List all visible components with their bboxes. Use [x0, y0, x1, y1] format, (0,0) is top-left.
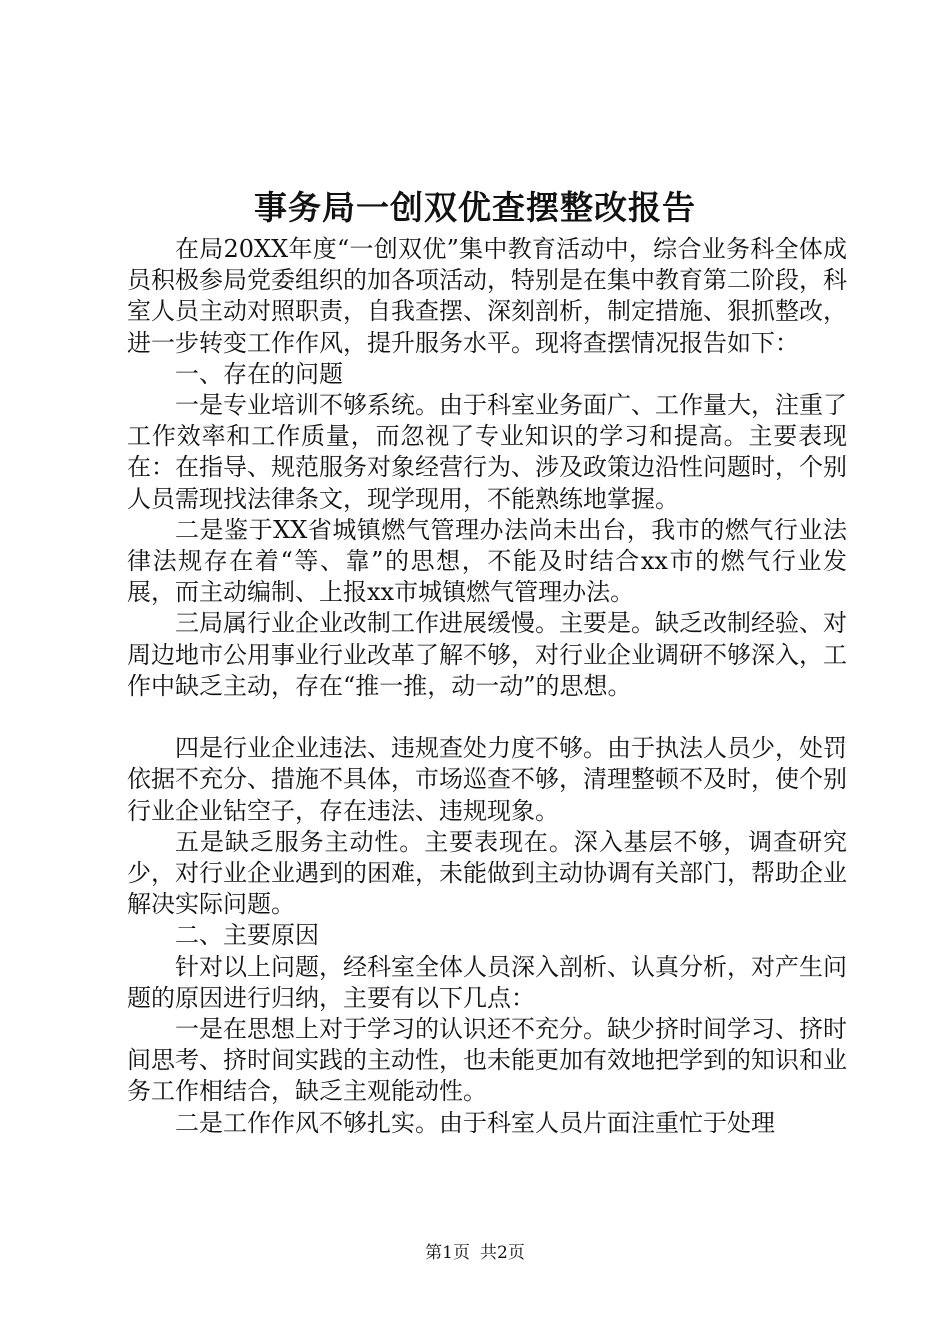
document-title: 事务局一创双优查摆整改报告 [254, 188, 696, 227]
page-number: 第1页 [425, 1243, 470, 1263]
problem-paragraph-1: 一是专业培训不够系统。由于科室业务面广、工作量大，注重了工作效率和工作质量，而忽视了专业知识的学习和提高。主要表现在：在指导、规范服务对象经营行为、涉及政策边沿性问题时，个别人员需现找法律条文，现学现用，不能熟练地掌握。 [127, 391, 847, 513]
cause-paragraph-2: 二是工作作风不够扎实。由于科室人员片面注重忙于处理 [175, 1108, 775, 1137]
problem-paragraph-3: 三局属行业企业改制工作进展缓慢。主要是。缺乏改制经验、对周边地市公用事业行业改革了解不够，对行业企业调研不够深入，工作中缺乏主动，存在“推一推，动一动”的思想。 [127, 609, 847, 700]
problem-paragraph-2: 二是鉴于XX省城镇燃气管理办法尚未出台，我市的燃气行业法律法规存在着“等、靠”的思想，不能及时结合xx市的燃气行业发展，而主动编制、上报xx市城镇燃气管理办法。 [127, 515, 847, 607]
section-heading-causes: 二、主要原因 [175, 921, 319, 950]
intro-paragraph: 在局20XX年度“一创双优”集中教育活动中，综合业务科全体成员积极参局党委组织的加各项活动，特别是在集中教育第二阶段，科室人员主动对照职责，自我查摆、深刻剖析，制定措施、狠抓整改，进一步转变工作作风，提升服务水平。现将查摆情况报告如下： [127, 235, 847, 357]
problem-paragraph-5: 五是缺乏服务主动性。主要表现在。深入基层不够，调查研究少，对行业企业遇到的困难，未能做到主动协调有关部门，帮助企业解决实际问题。 [127, 827, 847, 919]
cause-intro-paragraph: 针对以上问题，经科室全体人员深入剖析、认真分析，对产生问题的原因进行归纳，主要有以下几点： [127, 952, 847, 1012]
cause-paragraph-1: 一是在思想上对于学习的认识还不充分。缺少挤时间学习、挤时间思考、挤时间实践的主动性，也未能更加有效地把学到的知识和业务工作相结合，缺乏主观能动性。 [127, 1015, 847, 1106]
blank-line [127, 702, 847, 733]
page-total: 共2页 [480, 1243, 525, 1263]
page-footer [0, 1241, 950, 1265]
document-body [127, 234, 847, 1139]
section-heading-problems: 一、存在的问题 [175, 359, 343, 388]
problem-paragraph-4: 四是行业企业违法、违规查处力度不够。由于执法人员少，处罚依据不充分、措施不具体，市场巡查不够，清理整顿不及时，使个别行业企业钻空子，存在违法、违规现象。 [127, 734, 847, 825]
